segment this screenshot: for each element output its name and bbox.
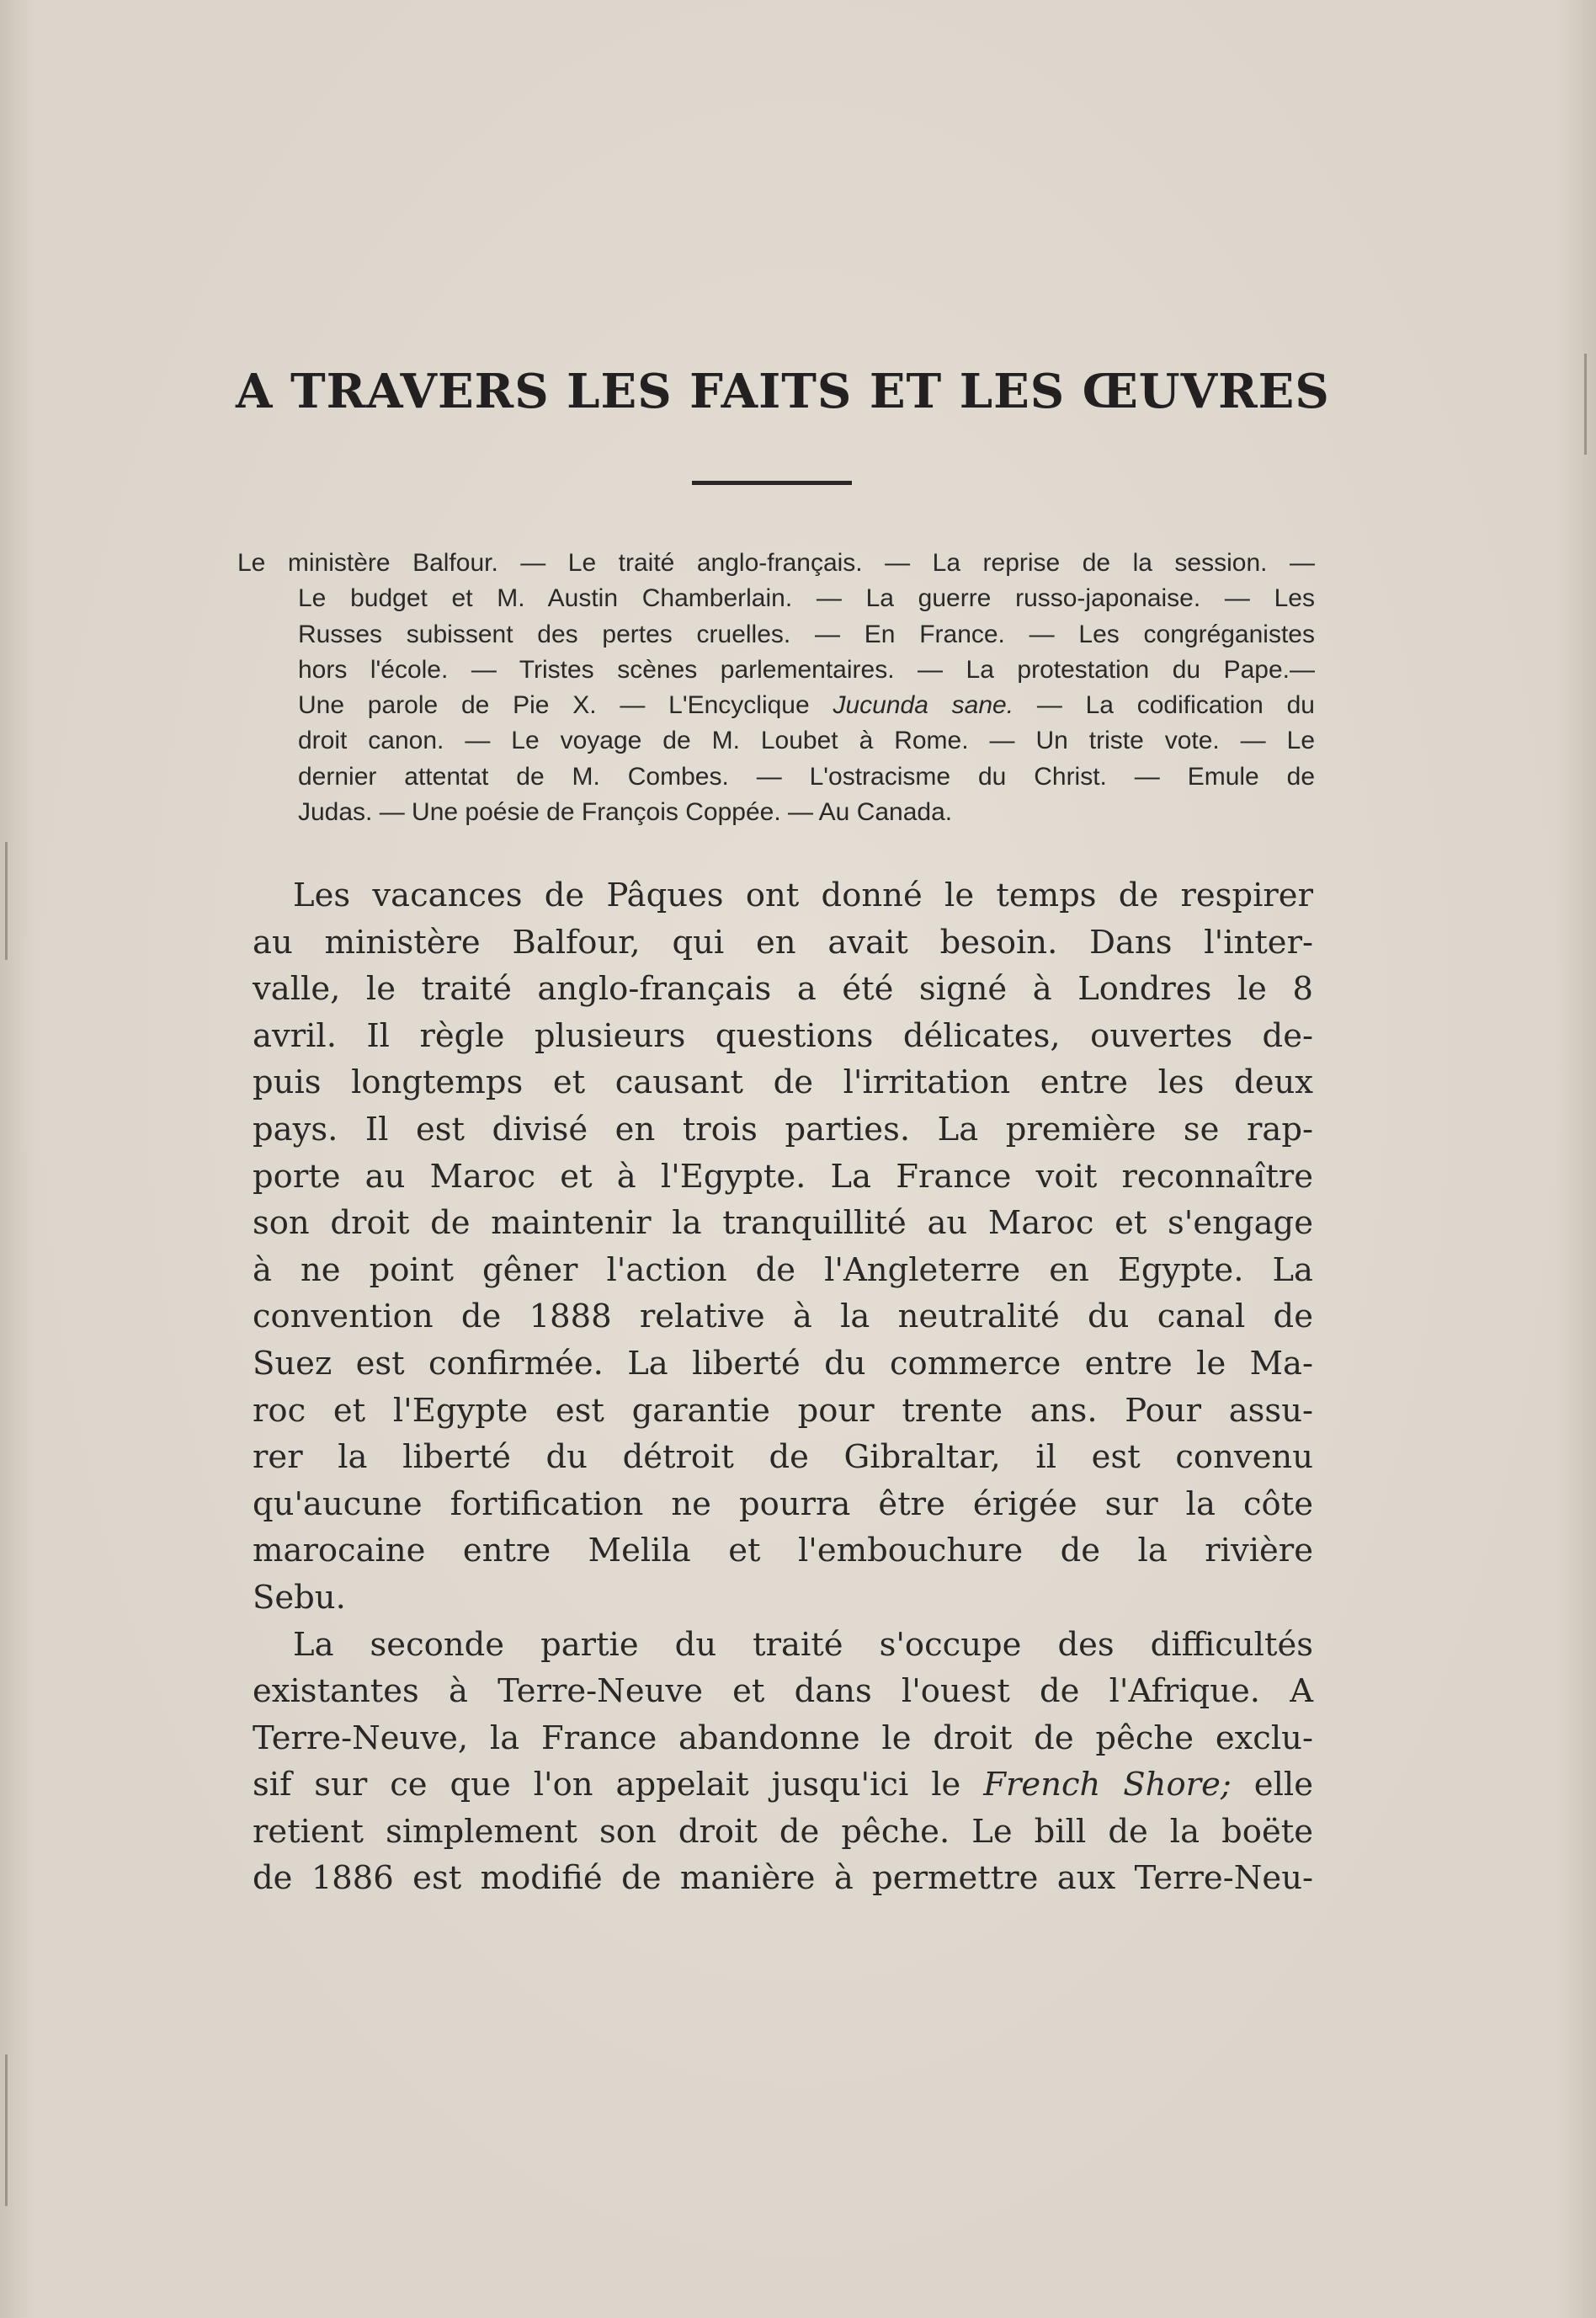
body-line: pays. Il est divisé en trois parties. La première se rap- [253, 1110, 1313, 1148]
body-line [253, 1761, 1313, 1809]
body-line: Terre-Neuve, la France abandonne le droit de pêche exclu- [253, 1719, 1313, 1757]
page-edge-mark [1584, 354, 1587, 455]
summary-line: Judas. — Une poésie de François Coppée. — Au Canada. [298, 798, 953, 827]
summary-line: Le ministère Balfour. — Le traité anglo-français. — La reprise de la session. — [237, 549, 1315, 577]
body-line: Suez est confirmée. La liberté du commerce entre le Ma- [253, 1344, 1313, 1383]
body-line: puis longtemps et causant de l'irritation entre les deux [253, 1063, 1313, 1102]
french-shore-term: French Shore; [983, 1766, 1232, 1804]
chapter-title: A TRAVERS LES FAITS ET LES ŒUVRES [236, 364, 1330, 419]
body-line: de 1886 est modifié de manière à permettre aux Terre-Neu- [253, 1859, 1313, 1898]
summary-text: — La codification du [1013, 691, 1315, 720]
body-line: son droit de maintenir la tranquillité au Maroc et s'engage [253, 1204, 1313, 1243]
summary-line: hors l'école. — Tristes scènes parlementaires. — La protestation du Pape.— [298, 655, 1315, 684]
summary-line: droit canon. — Le voyage de M. Loubet à Rome. — Un triste vote. — Le [298, 727, 1315, 755]
body-line: existantes à Terre-Neuve et dans l'ouest de l'Afrique. A [253, 1672, 1313, 1711]
body-line: avril. Il règle plusieurs questions délicates, ouvertes de- [253, 1016, 1313, 1055]
body-line: marocaine entre Melila et l'embouchure de la rivière [253, 1532, 1313, 1570]
summary-line [237, 688, 1315, 723]
body-line: La seconde partie du traité s'occupe des difficultés [293, 1625, 1313, 1664]
summary-line: dernier attentat de M. Combes. — L'ostracisme du Christ. — Emule de [298, 762, 1315, 791]
page-edge-mark [5, 842, 8, 960]
encyclical-title: Jucunda sane. [833, 691, 1014, 720]
body-line: roc et l'Egypte est garantie pour trente ans. Pour assu- [253, 1391, 1313, 1430]
title-divider [692, 481, 852, 485]
summary-line: Le budget et M. Austin Chamberlain. — La guerre russo-japonaise. — Les [298, 584, 1315, 613]
summary-line: Russes subissent des pertes cruelles. — En France. — Les congréganistes [298, 620, 1315, 648]
body-line: au ministère Balfour, qui en avait besoin. Dans l'inter- [253, 923, 1313, 962]
body-line: à ne point gêner l'action de l'Angleterre en Egypte. La [253, 1250, 1313, 1289]
body-line: rer la liberté du détroit de Gibraltar, il est convenu [253, 1438, 1313, 1477]
body-line: Sebu. [253, 1578, 346, 1617]
body-text: sif sur ce que l'on appelait jusqu'ici le [253, 1766, 961, 1804]
body-line: valle, le traité anglo-français a été signé à Londres le 8 [253, 970, 1313, 1009]
summary-text: Une parole de Pie X. — L'Encyclique [298, 691, 810, 720]
page-edge-mark [5, 2054, 8, 2206]
article-body [253, 872, 1313, 1902]
body-line: retient simplement son droit de pêche. Le bill de la boëte [253, 1812, 1313, 1851]
body-line: convention de 1888 relative à la neutralité du canal de [253, 1298, 1313, 1336]
body-line: qu'aucune fortification ne pourra être érigée sur la côte [253, 1484, 1313, 1523]
body-text: elle [1231, 1766, 1313, 1804]
chapter-summary [237, 546, 1315, 830]
body-line: Les vacances de Pâques ont donné le temps de respirer [293, 877, 1313, 914]
body-line: porte au Maroc et à l'Egypte. La France voit reconnaître [253, 1157, 1313, 1196]
